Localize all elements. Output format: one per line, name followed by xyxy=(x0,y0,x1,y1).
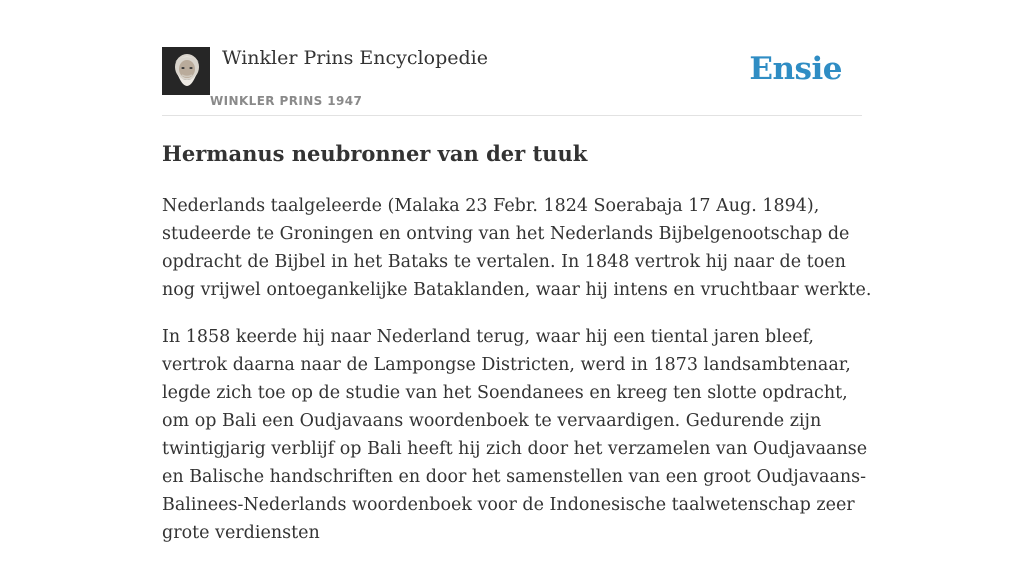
source-subtitle[interactable]: WINKLER PRINS 1947 xyxy=(210,94,363,108)
bearded-man-portrait-icon xyxy=(162,47,210,95)
source-title[interactable]: Winkler Prins Encyclopedie xyxy=(222,47,488,69)
article-paragraph: In 1858 keerde hij naar Nederland terug, waar hij een tiental jaren bleef, vertrok daarna naar de Lampongse Districten, werd in 1873 landsambtenaar, legde zich toe op de studie van het Soendanees en kreeg ten slotte opdracht, om op Bali een Oudjavaans woordenboek te vervaardigen. Gedurende zijn twintigjarig verblijf op Bali heeft hij zich door het verzamelen van Oudjavaanse en Balische handschriften en door het samenstellen van een groot Oudjavaans-Balinees-Nederlands woordenboek voor de Indonesische taalwetenschap zeer grote verdiensten xyxy=(162,327,868,543)
article-page xyxy=(162,0,872,543)
article-title: Hermanus neubronner van der tuuk xyxy=(162,141,588,166)
source-header xyxy=(162,0,862,116)
source-avatar[interactable] xyxy=(162,47,210,95)
article-paragraph: Nederlands taalgeleerde (Malaka 23 Febr. 1824 Soerabaja 17 Aug. 1894), studeerde te Groningen en ontving van het Nederlands Bijbelgenootschap de opdracht de Bijbel in het Bataks te vertalen. In 1848 vertrok hij naar de toen nog vrijwel ontoegankelijke Bataklanden, waar hij intens en vruchtbaar werkte. xyxy=(162,196,872,300)
brand-logo[interactable]: Ensie xyxy=(749,51,842,87)
article-body xyxy=(162,192,872,566)
